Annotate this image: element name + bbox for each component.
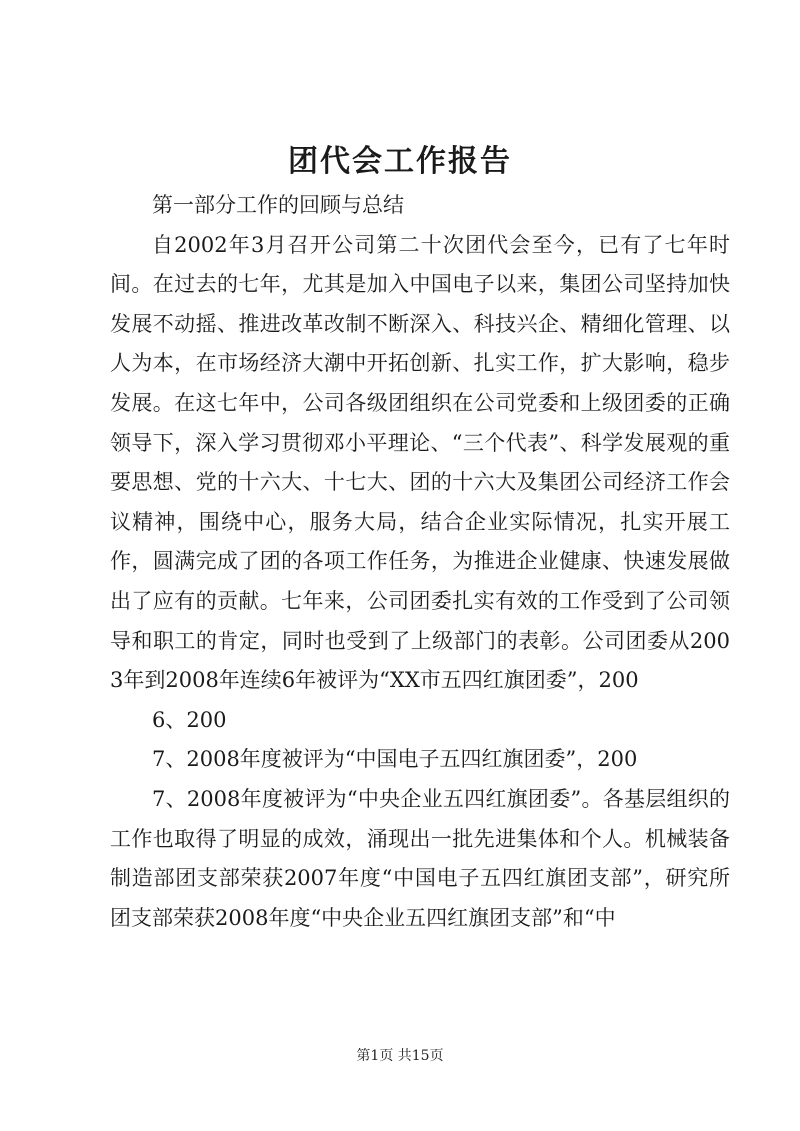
body-paragraph: 7、2008年度被评为“中央企业五四红旗团委”。各基层组织的工作也取得了明显的成效，涌现出一批先进集体和个人。机械装备制造部团支部荣获2007年度“中国电子五四红旗团支部”，研究所团支部荣获2008年度“中央企业五四红旗团支部”和“中 [110,786,730,930]
document-title: 团代会工作报告 [288,144,512,179]
page-number-footer: 第1页 共15页 [356,1048,444,1064]
body-paragraph: 7、2008年度被评为“中国电子五四红旗团委”，200 [152,747,638,772]
body-paragraph: 6、200 [152,707,227,732]
document-body [110,186,730,938]
body-paragraph: 自2002年3月召开公司第二十次团代会至今，已有了七年时间。在过去的七年，尤其是加入中国电子以来，集团公司坚持加快发展不动摇、推进改革改制不断深入、科技兴企、精细化管理、以人为本，在市场经济大潮中开拓创新、扎实工作，扩大影响，稳步发展。在这七年中，公司各级团组织在公司党委和上级团委的正确领导下，深入学习贯彻邓小平理论、“三个代表”、科学发展观的重要思想、党的十六大、十七大、团的十六大及集团公司经济工作会议精神，围绕中心，服务大局，结合企业实际情况，扎实开展工作，圆满完成了团的各项工作任务，为推进企业健康、快速发展做出了应有的贡献。七年来，公司团委扎实有效的工作受到了公司领导和职工的肯定，同时也受到了上级部门的表彰。公司团委从2003年到2008年连续6年被评为“XX市五四红旗团委”，200 [110,232,730,693]
section-heading: 第一部分工作的回顾与总结 [152,193,404,217]
